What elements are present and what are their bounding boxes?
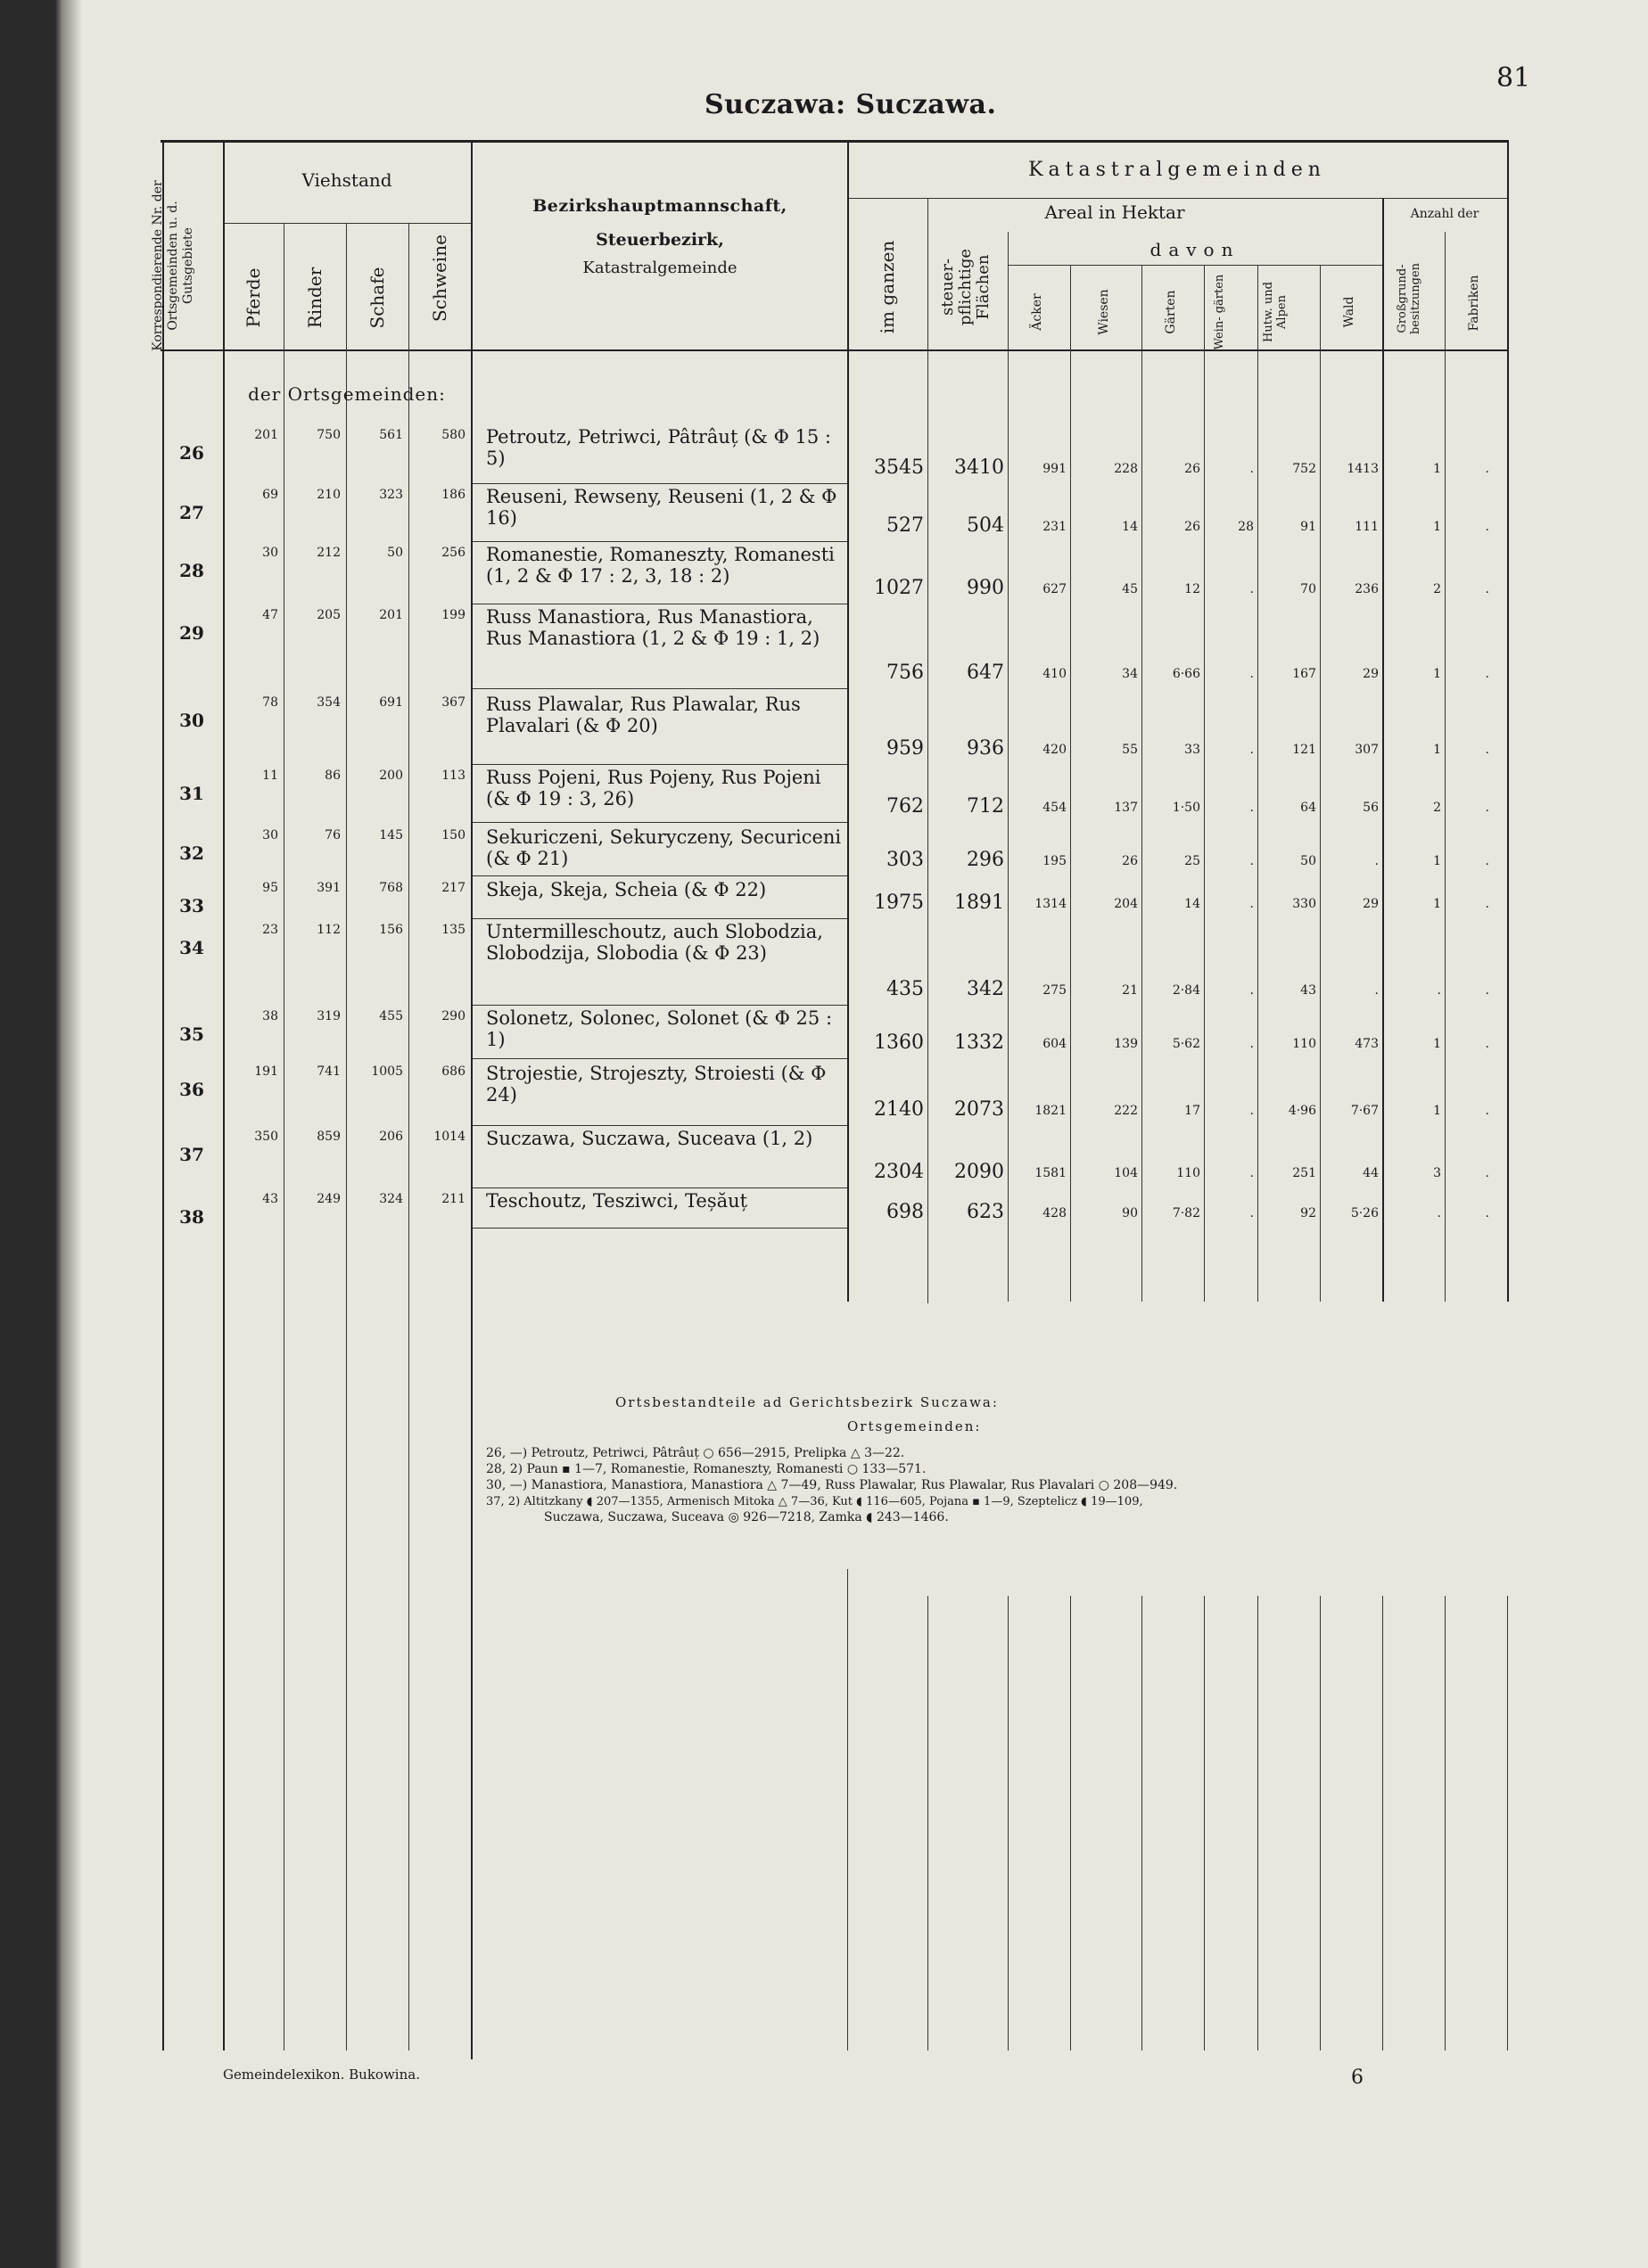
cell-hutw: 251 — [1292, 1166, 1316, 1180]
cell-fabr: . — [1485, 520, 1489, 534]
cell-rinder: 319 — [317, 1009, 341, 1023]
row-nr: 37 — [179, 1144, 204, 1165]
cell-pferde: 350 — [254, 1130, 278, 1144]
row-rule — [473, 822, 847, 823]
cell-pferde: 38 — [262, 1009, 278, 1023]
cell-wiesen: 26 — [1122, 854, 1138, 868]
cell-schafe: 156 — [379, 923, 403, 937]
cell-wald: 111 — [1355, 520, 1379, 534]
cell-ganzen: 3545 — [874, 456, 924, 479]
cell-pferde: 191 — [254, 1064, 278, 1079]
col-line — [1141, 1596, 1142, 2050]
header-anzahl: Anzahl der — [1410, 207, 1479, 221]
cell-wein: . — [1249, 983, 1254, 998]
cell-schafe: 200 — [379, 768, 403, 783]
col-line — [1507, 143, 1509, 1302]
row-nr: 36 — [179, 1079, 204, 1100]
footnote-line: 30, —) Manastiora, Manastiora, Manastiora △ 7—49, Russ Plawalar, Rus Plawalar, Rus Plavalari ○ 208—949. — [486, 1478, 1178, 1492]
header-steuerbezirk: Steuerbezirk, — [596, 230, 724, 250]
cell-gross: 1 — [1433, 854, 1441, 868]
cell-gaerten: 6·66 — [1172, 667, 1200, 681]
cell-steuer: 504 — [967, 514, 1004, 537]
row-katastralgemeinde: Solonetz, Solonec, Solonet (& Φ 25 : 1) — [486, 1007, 833, 1050]
cell-gross: 3 — [1433, 1166, 1441, 1180]
col-line — [1320, 1596, 1321, 2050]
cell-hutw: 43 — [1300, 983, 1316, 998]
cell-ganzen: 698 — [886, 1201, 924, 1223]
row-nr: 33 — [179, 895, 204, 916]
col-line — [408, 223, 409, 2050]
katastral-rule — [847, 198, 1509, 199]
cell-hutw: 64 — [1300, 801, 1316, 815]
cell-schweine: 256 — [441, 546, 466, 560]
cell-gaerten: 110 — [1176, 1166, 1200, 1180]
cell-schafe: 1005 — [371, 1064, 403, 1079]
cell-aecker: 454 — [1042, 801, 1067, 815]
header-im-ganzen: im ganzen — [877, 240, 898, 334]
row-rule — [473, 918, 847, 919]
col-line — [1445, 1596, 1446, 2050]
cell-gross: 2 — [1433, 582, 1441, 596]
cell-hutw: 752 — [1292, 462, 1316, 476]
cell-pferde: 11 — [262, 768, 278, 783]
cell-fabr: . — [1485, 1037, 1489, 1051]
viehstand-rule — [223, 223, 471, 224]
col-line — [1507, 1596, 1508, 2050]
col-line — [927, 198, 928, 1303]
cell-rinder: 741 — [317, 1064, 341, 1079]
cell-wald: 29 — [1363, 667, 1379, 681]
cell-wein: . — [1249, 743, 1254, 757]
footnote-title: Ortsbestandteile ad Gerichtsbezirk Suczawa: — [615, 1394, 999, 1410]
cell-schweine: 367 — [441, 695, 466, 710]
row-rule — [473, 1058, 847, 1059]
cell-rinder: 112 — [317, 923, 341, 937]
cell-schafe: 768 — [379, 881, 403, 895]
cell-fabr: . — [1485, 1104, 1489, 1118]
cell-ganzen: 1975 — [874, 892, 924, 914]
cell-pferde: 30 — [262, 546, 278, 560]
row-katastralgemeinde: Teschoutz, Tesziwci, Teșăuț — [486, 1190, 748, 1212]
cell-ganzen: 1360 — [874, 1031, 924, 1054]
cell-gaerten: 26 — [1184, 462, 1200, 476]
cell-steuer: 3410 — [954, 456, 1004, 479]
cell-steuer: 1891 — [954, 892, 1004, 914]
cell-schweine: 199 — [441, 608, 466, 622]
cell-rinder: 750 — [317, 428, 341, 442]
footer-left: Gemeindelexikon. Bukowina. — [223, 2067, 420, 2083]
header-bezirk: Bezirkshauptmannschaft, — [532, 196, 787, 216]
cell-schafe: 691 — [379, 695, 403, 710]
cell-wiesen: 137 — [1114, 801, 1138, 815]
cell-ganzen: 435 — [886, 978, 924, 1000]
cell-schweine: 211 — [441, 1192, 466, 1206]
header-pferde: Pferde — [243, 267, 264, 328]
cell-wiesen: 45 — [1122, 582, 1138, 596]
cell-fabr: . — [1485, 582, 1489, 596]
cell-hutw: 121 — [1292, 743, 1316, 757]
cell-schafe: 455 — [379, 1009, 403, 1023]
col-line — [471, 143, 473, 2059]
cell-rinder: 391 — [317, 881, 341, 895]
cell-schweine: 186 — [441, 488, 466, 502]
cell-hutw: 91 — [1300, 520, 1316, 534]
cell-gross: 1 — [1433, 1104, 1441, 1118]
cell-ganzen: 1027 — [874, 577, 924, 599]
cell-fabr: . — [1485, 897, 1489, 911]
cell-wiesen: 55 — [1122, 743, 1138, 757]
cell-schafe: 50 — [387, 546, 403, 560]
col-line — [1141, 265, 1142, 1302]
cell-wiesen: 90 — [1122, 1206, 1138, 1220]
header-wiesen: Wiesen — [1097, 289, 1111, 335]
cell-gaerten: 26 — [1184, 520, 1200, 534]
cell-wald: 307 — [1355, 743, 1379, 757]
cell-rinder: 205 — [317, 608, 341, 622]
row-katastralgemeinde: Petroutz, Petriwci, Pâtrâuț (& Φ 15 : 5) — [486, 426, 831, 469]
cell-schweine: 135 — [441, 923, 466, 937]
cell-gaerten: 2·84 — [1172, 983, 1200, 998]
cell-aecker: 231 — [1042, 520, 1067, 534]
row-nr: 34 — [179, 937, 204, 958]
col-line — [1382, 1596, 1383, 2050]
cell-wiesen: 222 — [1114, 1104, 1138, 1118]
page-number: 81 — [1496, 62, 1531, 94]
col-line — [346, 223, 347, 2050]
cell-wein: . — [1249, 582, 1254, 596]
cell-steuer: 623 — [967, 1201, 1004, 1223]
cell-gaerten: 5·62 — [1172, 1037, 1200, 1051]
cell-fabr: . — [1485, 854, 1489, 868]
cell-steuer: 2073 — [954, 1098, 1004, 1121]
row-nr: 35 — [179, 1023, 204, 1045]
section-label: der Ortsgemeinden: — [248, 383, 446, 405]
cell-wein: . — [1249, 854, 1254, 868]
cell-wiesen: 228 — [1114, 462, 1138, 476]
row-katastralgemeinde: Strojestie, Strojeszty, Stroiesti (& Φ 24) — [486, 1063, 827, 1105]
cell-fabr: . — [1485, 801, 1489, 815]
header-davon: davon — [1149, 239, 1240, 260]
col-line — [1204, 265, 1205, 1302]
cell-rinder: 76 — [325, 828, 341, 842]
row-nr: 29 — [179, 622, 204, 644]
cell-steuer: 936 — [967, 737, 1004, 760]
cell-aecker: 428 — [1042, 1206, 1067, 1220]
cell-gaerten: 17 — [1184, 1104, 1200, 1118]
cell-ganzen: 303 — [886, 849, 924, 871]
cell-wiesen: 139 — [1114, 1037, 1138, 1051]
footnote-line: 28, 2) Paun ▪ 1—7, Romanestie, Romaneszty, Romanesti ○ 133—571. — [486, 1462, 927, 1476]
cell-wald: 7·67 — [1350, 1104, 1379, 1118]
row-nr: 28 — [179, 560, 204, 581]
col-line — [927, 1596, 928, 2050]
footer-right: 6 — [1351, 2067, 1364, 2089]
book-binding-shadow — [0, 0, 82, 2268]
cell-rinder: 210 — [317, 488, 341, 502]
cell-fabr: . — [1485, 1166, 1489, 1180]
cell-ganzen: 959 — [886, 737, 924, 760]
cell-pferde: 47 — [262, 608, 278, 622]
cell-gross: 1 — [1433, 462, 1441, 476]
cell-fabr: . — [1485, 462, 1489, 476]
cell-pferde: 43 — [262, 1192, 278, 1206]
cell-aecker: 627 — [1042, 582, 1067, 596]
cell-ganzen: 2304 — [874, 1161, 924, 1183]
cell-wald: 236 — [1355, 582, 1379, 596]
cell-fabr: . — [1485, 983, 1489, 998]
cell-wiesen: 14 — [1122, 520, 1138, 534]
cell-wald: . — [1374, 983, 1379, 998]
cell-wald: 1413 — [1347, 462, 1379, 476]
cell-wiesen: 204 — [1114, 897, 1138, 911]
cell-hutw: 50 — [1300, 854, 1316, 868]
cell-aecker: 195 — [1042, 854, 1067, 868]
cell-schweine: 1014 — [433, 1130, 466, 1144]
cell-aecker: 1314 — [1034, 897, 1067, 911]
cell-gross: 1 — [1433, 897, 1441, 911]
header-schweine: Schweine — [429, 234, 450, 322]
cell-gaerten: 7·82 — [1172, 1206, 1200, 1220]
cell-schafe: 206 — [379, 1130, 403, 1144]
cell-fabr: . — [1485, 743, 1489, 757]
cell-rinder: 212 — [317, 546, 341, 560]
cell-gross: . — [1437, 1206, 1441, 1220]
cell-schweine: 217 — [441, 881, 466, 895]
cell-schafe: 561 — [379, 428, 403, 442]
cell-ganzen: 756 — [886, 662, 924, 684]
header-weingaerten: Wein- gärten — [1213, 274, 1226, 350]
cell-wald: 5·26 — [1350, 1206, 1379, 1220]
header-areal: Areal in Hektar — [1044, 201, 1185, 223]
row-katastralgemeinde: Russ Plawalar, Rus Plawalar, Rus Plavalari (& Φ 20) — [486, 694, 801, 736]
cell-wald: 44 — [1363, 1166, 1379, 1180]
cell-steuer: 647 — [967, 662, 1004, 684]
cell-wein: . — [1249, 897, 1254, 911]
cell-schweine: 113 — [441, 768, 466, 783]
table-top-rule — [161, 140, 1509, 143]
cell-schweine: 580 — [441, 428, 466, 442]
cell-wein: . — [1249, 801, 1254, 815]
cell-schweine: 290 — [441, 1009, 466, 1023]
page-title: Suczawa: Suczawa. — [705, 89, 997, 120]
cell-gross: 1 — [1433, 1037, 1441, 1051]
cell-aecker: 1821 — [1034, 1104, 1067, 1118]
row-katastralgemeinde: Russ Manastiora, Rus Manastiora, Rus Manastiora (1, 2 & Φ 19 : 1, 2) — [486, 606, 820, 649]
footnote-line: 37, 2) Altitzkany ◖ 207—1355, Armenisch Mitoka △ 7—36, Kut ◖ 116—605, Pojana ▪ 1—9, Szeptelicz ◖ 19—109, — [486, 1495, 1143, 1508]
cell-hutw: 167 — [1292, 667, 1316, 681]
header-rinder: Rinder — [304, 267, 325, 329]
cell-pferde: 201 — [254, 428, 278, 442]
cell-hutw: 330 — [1292, 897, 1316, 911]
row-rule — [473, 688, 847, 689]
cell-pferde: 78 — [262, 695, 278, 710]
row-katastralgemeinde: Romanestie, Romaneszty, Romanesti (1, 2 & Φ 17 : 2, 3, 18 : 2) — [486, 544, 835, 587]
cell-wein: . — [1249, 1104, 1254, 1118]
row-rule — [473, 764, 847, 765]
row-nr: 31 — [179, 783, 204, 804]
cell-wald: 56 — [1363, 801, 1379, 815]
cell-schafe: 323 — [379, 488, 403, 502]
cell-hutw: 110 — [1292, 1037, 1316, 1051]
row-katastralgemeinde: Reuseni, Rewseny, Reuseni (1, 2 & Φ 16) — [486, 486, 837, 529]
header-katastralgemeinden: Katastralgemeinden — [1028, 159, 1326, 181]
cell-gaerten: 25 — [1184, 854, 1200, 868]
col-line — [1070, 1596, 1071, 2050]
cell-pferde: 30 — [262, 828, 278, 842]
row-rule — [473, 1125, 847, 1126]
cell-hutw: 92 — [1300, 1206, 1316, 1220]
cell-gross: . — [1437, 983, 1441, 998]
cell-steuer: 296 — [967, 849, 1004, 871]
footnote-subtitle: Ortsgemeinden: — [847, 1418, 982, 1434]
cell-fabr: . — [1485, 667, 1489, 681]
col-line — [1257, 1596, 1258, 2050]
cell-rinder: 249 — [317, 1192, 341, 1206]
col-line — [1070, 265, 1071, 1302]
row-katastralgemeinde: Skeja, Skeja, Scheia (& Φ 22) — [486, 879, 767, 900]
row-katastralgemeinde: Sekuriczeni, Sekuryczeny, Securiceni (& Φ 21) — [486, 826, 842, 869]
cell-rinder: 859 — [317, 1130, 341, 1144]
header-wald: Wald — [1342, 296, 1356, 328]
cell-aecker: 410 — [1042, 667, 1067, 681]
row-rule — [473, 1005, 847, 1006]
cell-schafe: 324 — [379, 1192, 403, 1206]
cell-wiesen: 104 — [1114, 1166, 1138, 1180]
cell-ganzen: 2140 — [874, 1098, 924, 1121]
cell-schafe: 201 — [379, 608, 403, 622]
cell-steuer: 712 — [967, 795, 1004, 818]
cell-schweine: 686 — [441, 1064, 466, 1079]
footnote-line: Suczawa, Suczawa, Suceava ◎ 926—7218, Zamka ◖ 243—1466. — [544, 1510, 949, 1524]
cell-gross: 2 — [1433, 801, 1441, 815]
row-nr: 38 — [179, 1206, 204, 1228]
cell-wein: 28 — [1238, 520, 1254, 534]
cell-steuer: 2090 — [954, 1161, 1004, 1183]
header-katastralgemeinde: Katastralgemeinde — [582, 259, 737, 277]
row-rule — [473, 1187, 847, 1188]
header-viehstand: Viehstand — [301, 169, 392, 191]
header-grossgrund: Großgrund- besitzungen — [1396, 262, 1422, 335]
cell-wiesen: 21 — [1122, 983, 1138, 998]
cell-gross: 1 — [1433, 743, 1441, 757]
cell-pferde: 95 — [262, 881, 278, 895]
col-line — [1445, 232, 1446, 1302]
cell-gaerten: 33 — [1184, 743, 1200, 757]
cell-gross: 1 — [1433, 667, 1441, 681]
col-line — [1008, 232, 1009, 1302]
col-line — [847, 1569, 848, 2050]
cell-aecker: 275 — [1042, 983, 1067, 998]
cell-aecker: 604 — [1042, 1037, 1067, 1051]
davon-rule — [1008, 265, 1382, 266]
cell-steuer: 1332 — [954, 1031, 1004, 1054]
row-rule — [473, 541, 847, 542]
cell-pferde: 23 — [262, 923, 278, 937]
row-nr: 26 — [179, 442, 204, 464]
header-corr-nr: Korrespondierende Nr. der Ortsgemeinden u. d. Gutsgebiete — [151, 180, 195, 351]
col-line — [1008, 1596, 1009, 2050]
cell-gross: 1 — [1433, 520, 1441, 534]
cell-wein: . — [1249, 1206, 1254, 1220]
cell-steuer: 342 — [967, 978, 1004, 1000]
row-rule — [473, 483, 847, 484]
cell-pferde: 69 — [262, 488, 278, 502]
cell-rinder: 86 — [325, 768, 341, 783]
cell-wald: 29 — [1363, 897, 1379, 911]
cell-schafe: 145 — [379, 828, 403, 842]
cell-gaerten: 12 — [1184, 582, 1200, 596]
col-line — [1382, 198, 1384, 1302]
cell-wald: . — [1374, 854, 1379, 868]
cell-aecker: 420 — [1042, 743, 1067, 757]
cell-steuer: 990 — [967, 577, 1004, 599]
cell-wald: 473 — [1355, 1037, 1379, 1051]
cell-gaerten: 14 — [1184, 897, 1200, 911]
footnote-line: 26, —) Petroutz, Petriwci, Pâtrâuț ○ 656—2915, Prelipka △ 3—22. — [486, 1446, 905, 1460]
row-katastralgemeinde: Russ Pojeni, Rus Pojeny, Rus Pojeni (& Φ 19 : 3, 26) — [486, 767, 821, 809]
header-aecker: Äcker — [1030, 293, 1044, 331]
row-katastralgemeinde: Suczawa, Suczawa, Suceava (1, 2) — [486, 1128, 813, 1149]
cell-aecker: 991 — [1042, 462, 1067, 476]
cell-wein: . — [1249, 1166, 1254, 1180]
col-line — [1257, 265, 1258, 1302]
cell-wein: . — [1249, 462, 1254, 476]
header-schafe: Schafe — [367, 267, 388, 329]
row-nr: 27 — [179, 502, 204, 523]
col-line — [1204, 1596, 1205, 2050]
col-line — [162, 143, 164, 2050]
cell-hutw: 70 — [1300, 582, 1316, 596]
row-rule — [473, 875, 847, 876]
cell-gaerten: 1·50 — [1172, 801, 1200, 815]
cell-schweine: 150 — [441, 828, 466, 842]
row-nr: 30 — [179, 710, 204, 731]
cell-wiesen: 34 — [1122, 667, 1138, 681]
cell-aecker: 1581 — [1034, 1166, 1067, 1180]
header-gaerten: Gärten — [1164, 290, 1178, 334]
row-katastralgemeinde: Untermilleschoutz, auch Slobodzia, Slobodzija, Slobodia (& Φ 23) — [486, 921, 823, 964]
col-line — [1320, 265, 1321, 1302]
header-fabriken: Fabriken — [1467, 275, 1481, 332]
cell-wein: . — [1249, 667, 1254, 681]
header-steuerpflichtig: steuer- pflichtige Flächen — [938, 248, 993, 326]
row-nr: 32 — [179, 842, 204, 864]
cell-ganzen: 527 — [886, 514, 924, 537]
cell-hutw: 4·96 — [1288, 1104, 1316, 1118]
cell-ganzen: 762 — [886, 795, 924, 818]
cell-rinder: 354 — [317, 695, 341, 710]
header-hutweiden: Hutw. und Alpen — [1262, 282, 1289, 342]
cell-wein: . — [1249, 1037, 1254, 1051]
cell-fabr: . — [1485, 1206, 1489, 1220]
col-line — [847, 143, 849, 1302]
